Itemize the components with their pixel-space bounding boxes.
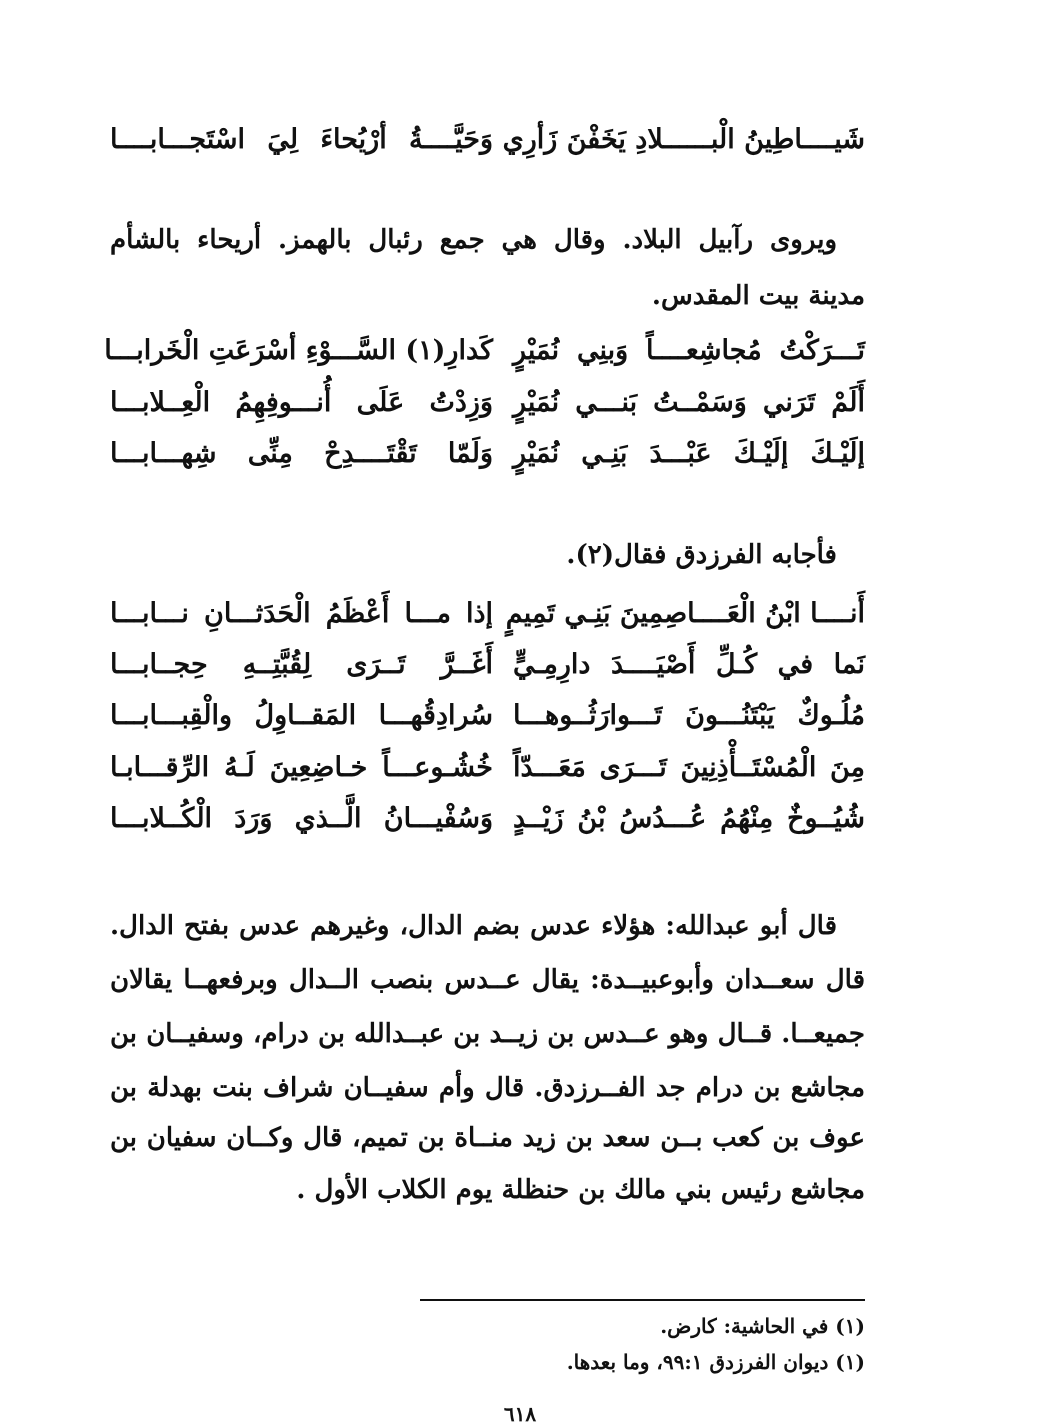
verse-second-hemistich: وَلَمّا تَقْتَــــدِحْ مِنِّى شِهـــابـــا [110, 438, 493, 469]
verse-second-hemistich: وَزِدْتُ عَلَى أُنـــوفِهِمُ الْعِــلابـــا [110, 387, 493, 418]
commentary-line: ويروى رآبيل البلاد. وقال هي جمع رئبال بالهمز. أريحاء بالشأم [110, 225, 837, 255]
verse-line [110, 694, 865, 738]
verse-line [110, 643, 865, 687]
verse-second-hemistich: خُشُـوعـــاً خـاضِعِينَ لَـهُ الرِّقـــابـا [110, 752, 493, 783]
verse-first-hemistich: تَـــرَكْتُ مُجاشِعــــاً وَبنِي نُمَيْرٍ [513, 335, 865, 366]
verse-second-hemistich: أَغَــرَّ تَــرَى لِقُبَّتِــهِ حِجــابـــا [110, 649, 493, 680]
commentary-line: جميعــا. قــال وهو عــدس بن زيــد بن عبــدالله بن درام، وسفيــان بن [110, 1019, 865, 1049]
verse-line [110, 746, 865, 790]
commentary-line: عوف بن كعب بــن سعد بن زيد منــاة بن تميم، قال وكــان سفيان بن [110, 1123, 865, 1153]
verse-line [104, 329, 865, 373]
verse-second-hemistich: كَدارِ(١) السَّـــوْءِ أسْرَعَتِ الْخَرابـــا [104, 335, 493, 366]
verse-second-hemistich: إذا مـــا أَعْظَمُ الْحَدَثـــانِ نـــابـــا [110, 598, 493, 629]
verse-first-hemistich: مِنَ الْمُسْتَــأْذِنِينَ تَـــرَى مَعَـــدّاً [513, 752, 865, 783]
footnote-divider [420, 1299, 865, 1301]
commentary-line: قال أبو عبدالله: هؤلاء عدس بضم الدال، وغيرهم عدس بفتح الدال. [110, 911, 837, 941]
verse-second-hemistich: وَسُفْيـــانُ الَّــذي وَرَدَ الْكُــلابـــا [110, 803, 493, 834]
verse-line [110, 432, 865, 476]
footnote: (١) في الحاشية: كارض. [660, 1314, 865, 1338]
verse-first-hemistich: مُلُـوكٌ يَبْتَنُـــونَ تَـــوارَثُــوهـــا [513, 700, 865, 731]
transition-line: فأجابه الفرزدق فقال(٢). [566, 540, 837, 570]
page-number: ٦١٨ [503, 1404, 537, 1423]
verse-line [110, 118, 865, 162]
commentary-line: مجاشع رئيس بني مالك بن حنظلة يوم الكلاب الأول . [296, 1175, 865, 1205]
verse-first-hemistich: نَما في كُـلِّ أَصْيَــــدَ دارِمِـيٍّ [513, 649, 865, 680]
verse-line [110, 797, 865, 841]
verse-second-hemistich: وَحَيَّــــةُ أرْيُحاءَ لِيَ اسْتَجـــابــــا [110, 124, 493, 155]
commentary-line: مجاشع بن درام جد الفــرزدق. قال وأم سفيــان شراف بنت بهدلة بن [110, 1073, 865, 1103]
footnote: (١) ديوان الفرزدق ٩٩:١، وما بعدها. [566, 1350, 865, 1374]
verse-first-hemistich: إلَيْـكَ إلَيْـكَ عَبْـــدَ بَنِـي نُمَيْرٍ [513, 438, 865, 469]
verse-first-hemistich: أَنــــا ابْنُ الْعَــــاصِمِينَ بَنِـي تَمِيمٍ [505, 598, 865, 629]
commentary-line: مدينة بيت المقدس. [651, 281, 865, 311]
verse-line [110, 381, 865, 425]
commentary-line: قال سعــدان وأبوعبيــدة: يقال عــدس بنصب الــدال وبرفعهــا يقالان [110, 965, 865, 995]
verse-first-hemistich: شَيــــاطِينُ الْبــــــلادِ يَخَفْنَ زَأرِي [502, 124, 865, 155]
verse-line [110, 592, 865, 636]
verse-first-hemistich: أَلَمْ تَرَني وَسَمْــتُ بَنـــي نُمَيْرٍ [513, 387, 865, 418]
verse-first-hemistich: شُيُــوخٌ مِنْهُمُ عُـــدُسُ بْنُ زَيْــدٍ [513, 803, 865, 834]
verse-second-hemistich: سُرادِقُهـــا المَقــاوِلُ والْقِبـــابـــا [110, 700, 493, 731]
